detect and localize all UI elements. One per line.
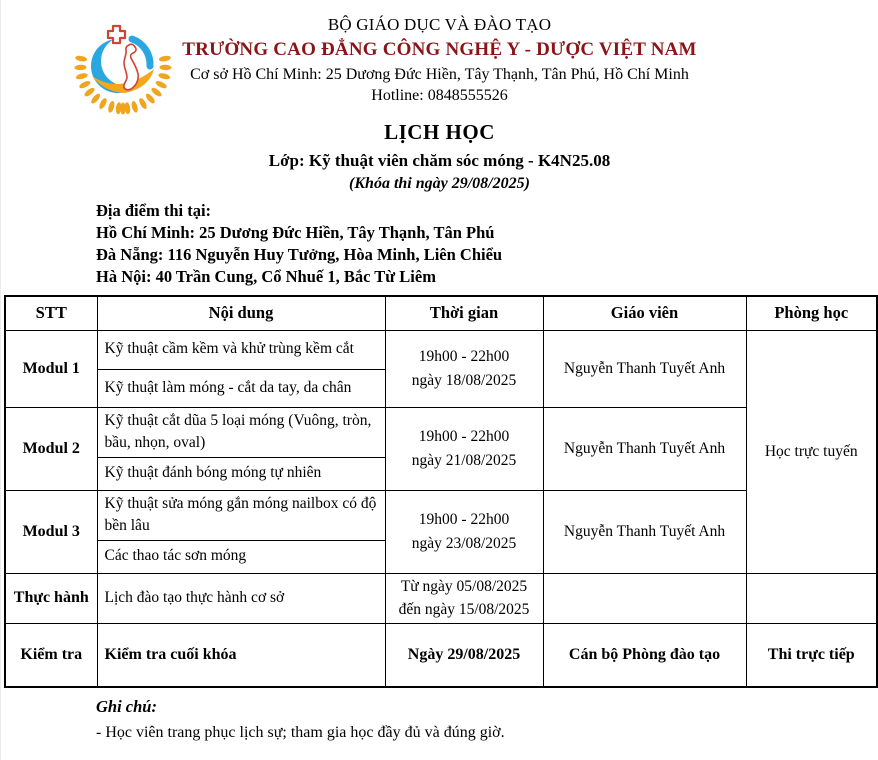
col-header-stt: STT <box>5 296 97 330</box>
topic-cell: Kỹ thuật làm móng - cắt da tay, da chân <box>97 369 385 407</box>
col-header-phong-hoc: Phòng học <box>746 296 877 330</box>
exam-row <box>5 623 877 687</box>
table-row <box>5 330 877 369</box>
exam-date-line: (Khóa thi ngày 29/08/2025) <box>349 175 530 192</box>
page-title: LỊCH HỌC <box>384 120 495 144</box>
row-name: Kiểm tra <box>5 623 97 687</box>
note-item: - Học viên trang phục lịch sự; tham gia học đầy đủ và đúng giờ. <box>96 724 505 741</box>
module-name: Modul 1 <box>5 330 97 407</box>
row-name: Thực hành <box>5 573 97 623</box>
time-cell <box>385 490 543 573</box>
topic-cell: Kỹ thuật cầm kềm và khử trùng kềm cắt <box>97 330 385 369</box>
room-cell: Thi trực tiếp <box>746 623 877 687</box>
room-cell-empty <box>746 573 877 623</box>
ministry-name: BỘ GIÁO DỤC VÀ ĐÀO TẠO <box>327 15 552 34</box>
header-row <box>5 296 877 330</box>
location-item: Hà Nội: 40 Trần Cung, Cổ Nhuế 1, Bắc Từ Liêm <box>96 267 436 286</box>
teacher-cell: Nguyễn Thanh Tuyết Anh <box>543 490 746 573</box>
practice-row <box>5 573 877 623</box>
class-line: Lớp: Kỹ thuật viên chăm sóc móng - K4N25.08 <box>268 151 611 170</box>
teacher-cell: Cán bộ Phòng đào tạo <box>543 623 746 687</box>
exam-locations <box>96 200 878 288</box>
teacher-cell: Nguyễn Thanh Tuyết Anh <box>543 330 746 407</box>
topic-cell: Kỹ thuật sửa móng gắn móng nailbox có độ bền lâu <box>97 490 385 540</box>
teacher-cell: Nguyễn Thanh Tuyết Anh <box>543 407 746 490</box>
schedule-table <box>4 295 878 688</box>
col-header-noi-dung: Nội dung <box>97 296 385 330</box>
col-header-thoi-gian: Thời gian <box>385 296 543 330</box>
time-to: đến ngày 15/08/2025 <box>398 601 530 618</box>
locations-heading: Địa điểm thi tại: <box>96 201 212 220</box>
time-range: 19h00 - 22h00 <box>418 348 510 366</box>
notes-heading: Ghi chú: <box>96 697 157 716</box>
school-name: TRƯỜNG CAO ĐẲNG CÔNG NGHỆ Y - DƯỢC VIỆT NAM <box>182 39 697 60</box>
room-cell-merged: Học trực tuyến <box>746 330 877 573</box>
topic-cell: Kỹ thuật cắt dũa 5 loại móng (Vuông, tròn, bầu, nhọn, oval) <box>97 407 385 457</box>
module-name: Modul 2 <box>5 407 97 490</box>
topic-cell: Các thao tác sơn móng <box>97 540 385 573</box>
teacher-cell-empty <box>543 573 746 623</box>
time-cell <box>385 407 543 490</box>
topic-cell: Lịch đào tạo thực hành cơ sở <box>97 573 385 623</box>
time-date: ngày 18/08/2025 <box>411 371 517 389</box>
notes-section <box>96 697 878 742</box>
time-cell <box>385 330 543 407</box>
vietnam-map-icon <box>124 44 138 90</box>
hotline: Hotline: 0848555526 <box>371 87 508 104</box>
topic-cell: Kiểm tra cuối khóa <box>97 623 385 687</box>
time-date: ngày 23/08/2025 <box>411 534 517 552</box>
time-cell <box>385 573 543 623</box>
time-cell: Ngày 29/08/2025 <box>385 623 543 687</box>
topic-cell: Kỹ thuật đánh bóng móng tự nhiên <box>97 457 385 490</box>
col-header-giao-vien: Giáo viên <box>543 296 746 330</box>
time-range: 19h00 - 22h00 <box>418 511 510 529</box>
school-logo <box>73 16 173 116</box>
time-date: ngày 21/08/2025 <box>411 451 517 469</box>
title-block <box>1 120 878 193</box>
location-item: Đà Nẵng: 116 Nguyễn Huy Tưởng, Hòa Minh, Liên Chiểu <box>96 245 503 264</box>
time-range: 19h00 - 22h00 <box>418 428 510 446</box>
campus-address: Cơ sở Hồ Chí Minh: 25 Dương Đức Hiền, Tây Thạnh, Tân Phú, Hồ Chí Minh <box>190 66 689 83</box>
location-item: Hồ Chí Minh: 25 Dương Đức Hiền, Tây Thạnh, Tân Phú <box>96 223 495 242</box>
time-from: Từ ngày 05/08/2025 <box>400 577 528 595</box>
module-name: Modul 3 <box>5 490 97 573</box>
